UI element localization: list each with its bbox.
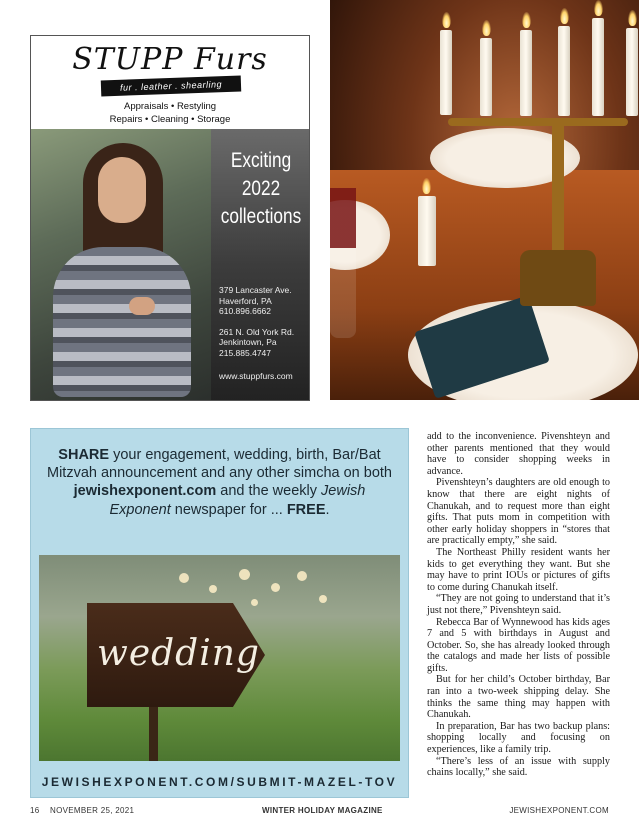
- article-paragraph: In preparation, Bar has two backup plans: shopping locally and focusing on experiences, like a family trip.: [427, 720, 610, 756]
- stupp-furs-ad: [30, 35, 310, 401]
- fur-headline-line2: 2022: [241, 177, 281, 200]
- fur-headline: [220, 147, 302, 231]
- fur-tagline-banner: [101, 76, 241, 97]
- bokeh-light: [209, 585, 217, 593]
- candle: [626, 28, 638, 116]
- bokeh-light: [319, 595, 327, 603]
- flame: [560, 8, 569, 24]
- article-paragraph: “There’s less of an issue with supply chains locally,” she said.: [427, 755, 610, 779]
- menorah-stem: [552, 120, 564, 270]
- free-word: FREE: [286, 501, 326, 518]
- candle: [592, 18, 604, 116]
- fur-services: [31, 100, 309, 126]
- article-paragraph: But for her child’s October birthday, Bar ran into a two-week shipping delay. She thinks the same thing may happen with Chanukah.: [427, 674, 610, 721]
- simcha-text-3: newspaper for ...: [170, 501, 287, 518]
- candle: [418, 196, 436, 266]
- bokeh-light: [251, 599, 258, 606]
- fur-tagline: fur . leather . shearling: [119, 79, 223, 93]
- menorah-base: [520, 250, 596, 306]
- address2-phone: 215.885.4747: [219, 347, 271, 358]
- simcha-text-2: and the weekly: [216, 483, 322, 500]
- fur-ad-info-panel: [211, 129, 310, 401]
- fur-headline-line1: Exciting: [230, 149, 292, 172]
- page-number: 16: [30, 806, 40, 815]
- bokeh-light: [271, 583, 280, 592]
- footer-website: JEWISHEXPONENT.COM: [509, 806, 609, 815]
- simcha-ad: [30, 428, 409, 798]
- flame: [522, 12, 531, 28]
- simcha-url: JEWISHEXPONENT.COM/SUBMIT-MAZEL-TOV: [41, 775, 398, 789]
- fur-logo: STUPP Furs: [72, 42, 268, 77]
- flame: [628, 10, 637, 26]
- address1-city: Haverford, PA: [219, 295, 272, 306]
- simcha-text-1: your engagement, wedding, birth, Bar/Bat Mitzvah announcement and any other simcha on both: [47, 447, 392, 482]
- article-column: [427, 431, 610, 779]
- simcha-period: .: [325, 501, 330, 518]
- sign-post: [149, 705, 158, 761]
- wine-glass: [330, 188, 356, 338]
- bokeh-light: [297, 571, 307, 581]
- bokeh-light: [239, 569, 250, 580]
- candle-table-photo: [330, 0, 639, 400]
- fur-addresses: [219, 285, 294, 358]
- magazine-name: WINTER HOLIDAY MAGAZINE: [262, 806, 383, 815]
- flame: [594, 0, 603, 16]
- share-word: SHARE: [58, 447, 110, 463]
- simcha-ad-text: [41, 446, 398, 519]
- bokeh-light: [179, 573, 189, 583]
- wedding-sign-photo: [39, 555, 400, 761]
- candle: [480, 38, 492, 116]
- address2-street: 261 N. Old York Rd.: [219, 326, 295, 337]
- fur-ad-header: [31, 36, 309, 129]
- flame: [442, 12, 451, 28]
- menorah-arm: [448, 118, 628, 126]
- fur-coat-model-photo: [31, 129, 211, 401]
- address2-city: Jenkintown, Pa: [219, 337, 277, 347]
- site-name: jewishexponent.com: [73, 483, 217, 500]
- paper-name: Jewish Exponent: [109, 483, 366, 518]
- flame: [482, 20, 491, 36]
- article-paragraph: The Northeast Philly resident wants her kids to get everything they want. But she may have to print IOUs or pictures of gifts to come during Chanukah itself.: [427, 546, 610, 593]
- candle: [440, 30, 452, 115]
- article-paragraph: “They are not going to understand that it’s just not there,” Pivenshteyn said.: [427, 593, 610, 616]
- fur-website: www.stuppfurs.com: [219, 371, 293, 381]
- wedding-sign-word: wedding: [97, 633, 260, 674]
- candle: [520, 30, 532, 116]
- flame: [422, 178, 431, 194]
- fur-headline-line3: collections: [220, 205, 302, 228]
- address1-street: 379 Lancaster Ave.: [219, 285, 292, 295]
- fur-coat: [53, 247, 191, 397]
- model-hand: [129, 297, 155, 315]
- article-paragraph: Pivenshteyn’s daughters are old enough to know that there are eight nights of Chanukah, and to request more than eight gifts. That puts mom in competition with other early holiday shoppers in “stores that are practically empty,” she said.: [427, 477, 610, 547]
- article-paragraph: Rebecca Bar of Wynnewood has kids ages 7 and 5 with birthdays in August and October. So, she has already looked through the catalogs and made her lists of possible gifts.: [427, 616, 610, 674]
- fur-services-line1: Appraisals • Restyling: [123, 101, 217, 112]
- fur-services-line2: Repairs • Cleaning • Storage: [109, 114, 231, 125]
- page-footer: [30, 806, 609, 820]
- address1-phone: 610.896.6662: [219, 306, 271, 316]
- model-face: [98, 157, 146, 223]
- candle: [558, 26, 570, 116]
- issue-date: NOVEMBER 25, 2021: [50, 806, 135, 815]
- article-paragraph: add to the inconvenience. Pivenshteyn and other parents mentioned that they would have to consider shopping weeks in advance.: [427, 431, 610, 477]
